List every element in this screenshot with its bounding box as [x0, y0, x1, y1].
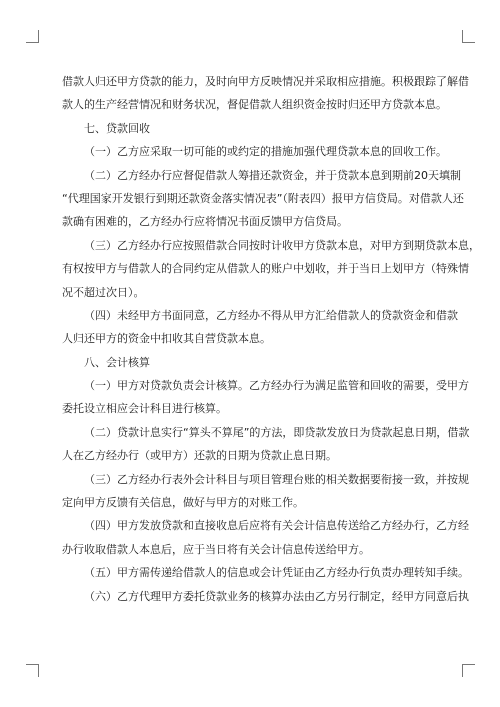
text-line: （四）甲方发放贷款和直接收息后应将有关会计信息传送给乙方经办行，乙方经 — [84, 519, 469, 533]
text-line: 借款人归还甲方贷款的能力，及时向甲方反映情况并采取相应措施。积极跟踪了解借 — [62, 75, 469, 88]
crop-mark-top-right — [462, 30, 475, 43]
text-line: （四）未经甲方书面同意，乙方经办不得从甲方汇给借款人的贷款资金和借款 — [84, 308, 458, 322]
crop-mark-bottom-right — [462, 664, 475, 677]
crop-mark-bottom-left — [26, 664, 39, 677]
text-line: 委托设立相应会计科目进行核算。 — [62, 402, 227, 416]
text-line: 有权按甲方与借款人的合同约定从借款人的账户中划收，并于当日上划甲方（特殊情 — [62, 262, 469, 276]
text-line: （三）乙方经办行表外会计科目与项目管理台账的相关数据要衔接一致，并按规 — [84, 472, 469, 486]
text-line: （三）乙方经办行应按照借款合同按时计收甲方贷款本息，对甲方到期贷款本息， — [84, 238, 480, 252]
text-line: （二）乙方经办行应督促借款人筹措还款资金，并于贷款本息到期前20天填制 — [84, 168, 461, 182]
text-line: “代理国家开发银行到期还款资金落实情况表”（附表四）报甲方信贷局。对借款人还 — [62, 191, 464, 205]
text-line: （二）贷款计息实行“算头不算尾”的方法，即贷款发放日为贷款起息日期，借款 — [84, 425, 470, 439]
text-line: 办行收取借款人本息后，应于当日将有关会计信息传送给甲方。 — [62, 542, 370, 556]
text-line: 定向甲方反馈有关信息，做好与甲方的对账工作。 — [62, 496, 304, 510]
text-line: （一）甲方对贷款负责会计核算。乙方经办行为满足监管和回收的需要，受甲方 — [84, 379, 469, 393]
text-line: （五）甲方需传递给借款人的信息或会计凭证由乙方经办行负责办理转知手续。 — [84, 566, 469, 580]
document-body — [62, 70, 480, 608]
text-line: 人归还甲方的资金中扣收其自营贷款本息。 — [62, 332, 271, 346]
text-line: 人在乙方经办行（或甲方）还款的日期为贷款止息日期。 — [62, 449, 337, 463]
section-heading: 八、会计核算 — [84, 355, 150, 369]
text-line: 款确有困难的，乙方经办行应将情况书面反馈甲方信贷局。 — [62, 215, 348, 229]
text-line: （六）乙方代理甲方委托贷款业务的核算办法由乙方另行制定，经甲方同意后执 — [84, 589, 469, 603]
crop-mark-top-left — [26, 30, 39, 43]
text-line: 款人的生产经营情况和财务状况，督促借款人组织资金按时归还甲方贷款本息。 — [62, 98, 447, 112]
text-line: （一）乙方应采取一切可能的或约定的措施加强代理贷款本息的回收工作。 — [84, 145, 447, 159]
text-line: 况不超过次日）。 — [62, 285, 145, 299]
section-heading: 七、贷款回收 — [84, 121, 150, 135]
